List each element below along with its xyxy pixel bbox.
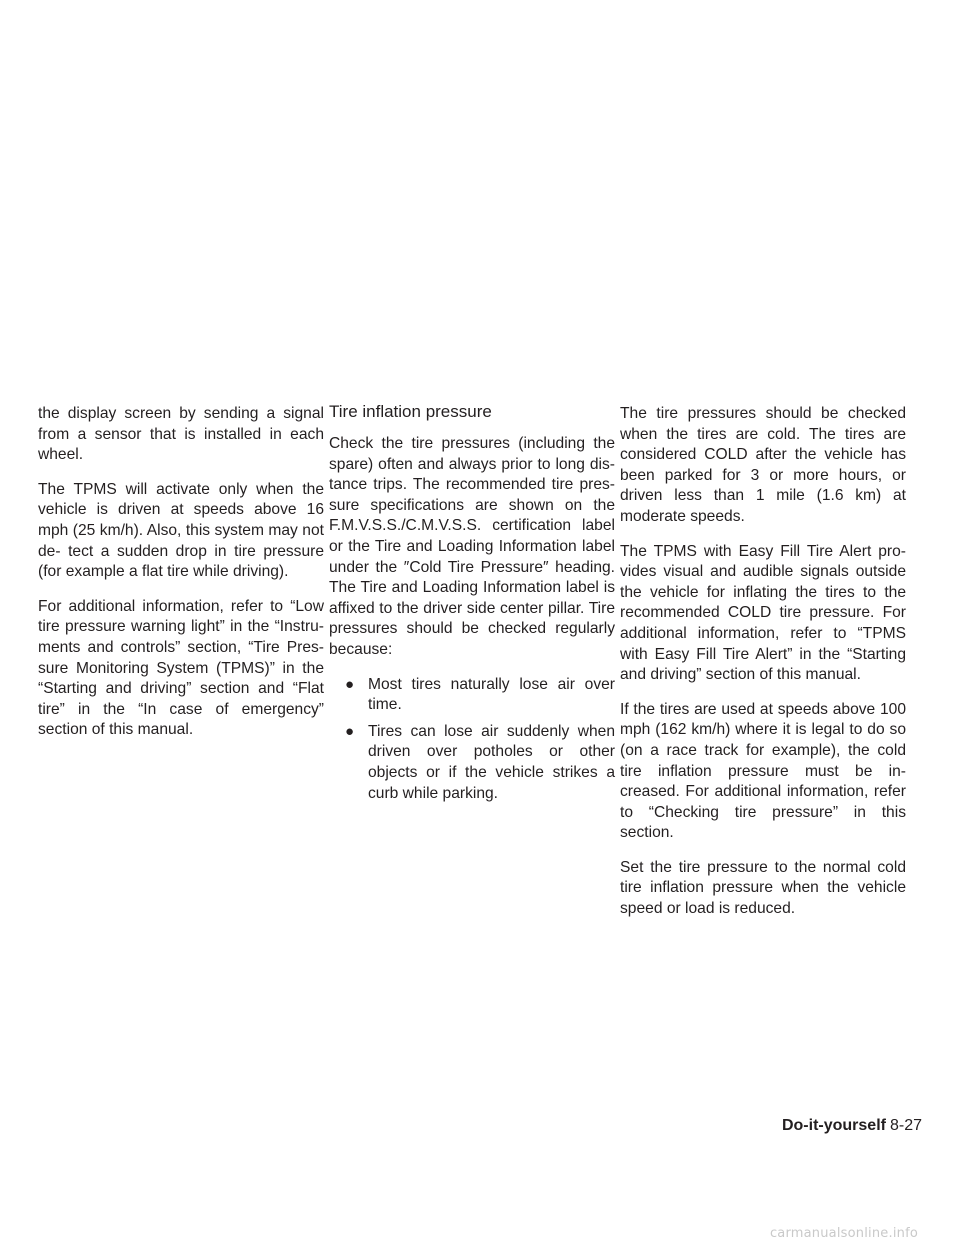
footer-section-title: Do-it-yourself xyxy=(781,1117,886,1134)
page-number: 8-27 xyxy=(889,1117,922,1134)
watermark-text: carmanualsonline.info xyxy=(769,1226,918,1241)
list-item-text: Most tires naturally lose air over time. xyxy=(368,675,615,714)
section-heading: Tire inflation pressure xyxy=(329,402,492,421)
paragraph: Check the tire pressures (including the spare) often and always prior to long dis- tance trips. The recommended tire pres- sure specifications are shown on the F.M.V.S.S./C.M.V.S.S. certification label or the Tire and Loading Information label under the ″Cold Tire Pressure″ heading. The Tire and Loading Information label is affixed to the driver side center pillar. Tire pressures should be checked regularly because: xyxy=(329,435,615,658)
paragraph: Set the tire pressure to the normal cold tire inflation pressure when the vehicle speed or load is reduced. xyxy=(620,858,906,918)
paragraph: For additional information, refer to “Low tire pressure warning light” in the “Instru- ments and controls” section, “Tire Pres- sure Monitoring System (TPMS)” in the “Starting and driving” section and “Flat tire” in the “In case of emergency” section of this manual. xyxy=(38,597,324,739)
paragraph: The tire pressures should be checked when the tires are cold. The tires are considered COLD after the vehicle has been parked for 3 or more hours, or driven less than 1 mile (1.6 km) at moderate speeds. xyxy=(620,405,906,525)
list-item xyxy=(329,675,615,716)
bullet-icon: ● xyxy=(345,722,355,740)
paragraph: The TPMS will activate only when the vehicle is driven at speeds above 16 mph (25 km/h). Also, this system may not de- tect a sudden drop in tire pressure (for example a flat tire while driving). xyxy=(38,480,324,581)
watermark-strip xyxy=(0,1222,960,1242)
list-item-text: Tires can lose air suddenly when driven over potholes or other objects or if the vehicle strikes a curb while parking. xyxy=(368,722,615,802)
right-column xyxy=(620,404,906,934)
middle-column xyxy=(329,401,615,816)
list-item xyxy=(329,722,615,804)
paragraph: the display screen by sending a signal from a sensor that is installed in each wheel. xyxy=(38,405,324,464)
paragraph: The TPMS with Easy Fill Tire Alert pro- vides visual and audible signals outside the vehicle for inflating the tires to the recommended COLD tire pressure. For additional information, refer to “TPMS with Easy Fill Tire Alert” in the “Starting and driving” section of this manual. xyxy=(620,542,906,684)
bullet-list xyxy=(329,675,615,805)
paragraph: If the tires are used at speeds above 100 mph (162 km/h) where it is legal to do so (on a race track for example), the cold tire inflation pressure must be in- creased. For additional information, refer to “Checking tire pressure” in this section. xyxy=(620,700,906,842)
bullet-icon: ● xyxy=(345,675,355,693)
left-column xyxy=(38,404,324,755)
page-footer xyxy=(0,1116,922,1136)
